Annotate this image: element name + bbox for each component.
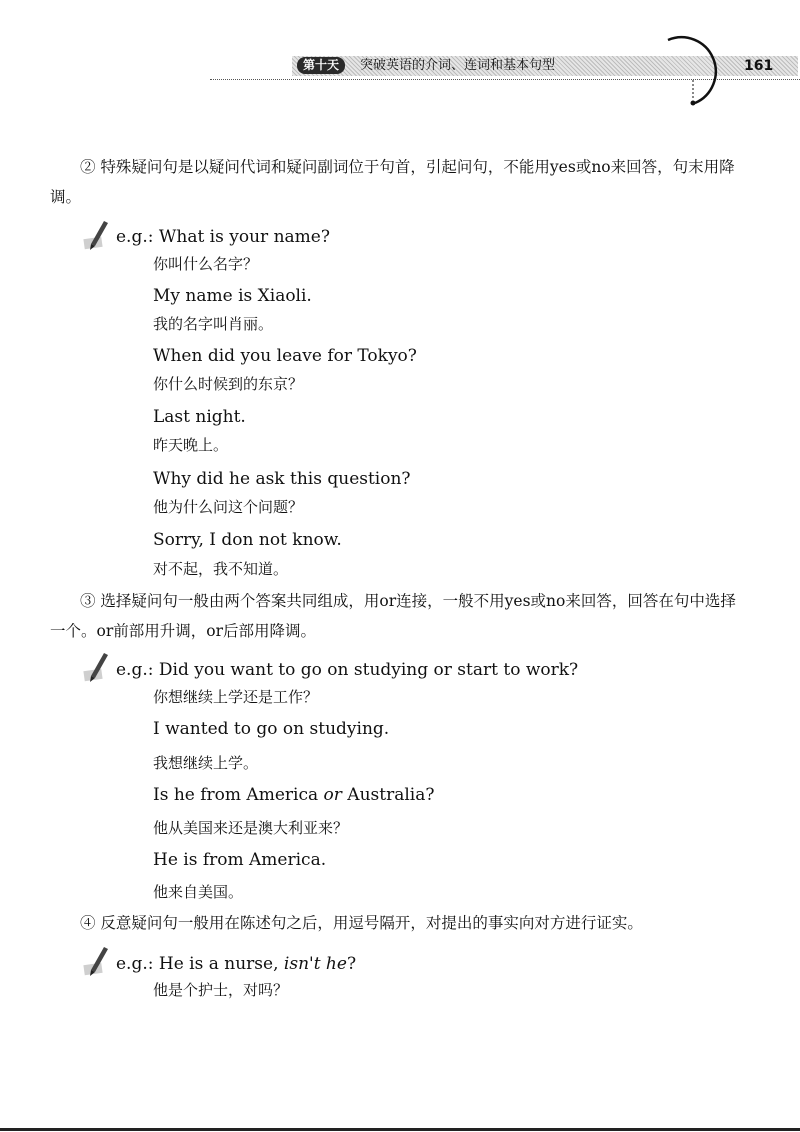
paragraph-special-questions: ② 特殊疑问句是以疑问代词和疑问副词位于句首，引起问句，不能用yes或no来回答，句末用降调。: [50, 158, 735, 206]
example-en-9: [153, 783, 434, 807]
page-bottom-edge: [0, 1128, 800, 1131]
example-zh-6: 对不起，我不知道。: [153, 560, 289, 578]
pencil-icon: [80, 650, 114, 684]
example-en-text: Australia?: [341, 785, 435, 805]
page-number: 161: [744, 58, 774, 74]
example-en-10: He is from America.: [153, 850, 327, 870]
example-zh-8: 我想继续上学。: [153, 754, 259, 772]
example-en-text: What is your name?: [158, 227, 330, 247]
example-en-6: Sorry, I don not know.: [153, 530, 342, 550]
example-en-7: [116, 658, 578, 682]
example-en-italic: isn't he: [283, 954, 347, 974]
eg-label: e.g.:: [116, 954, 154, 974]
day-badge: 第十天: [297, 57, 345, 74]
example-en-8: I wanted to go on studying.: [153, 719, 390, 739]
pencil-icon: [80, 944, 114, 978]
example-en-3: When did you leave for Tokyo?: [153, 346, 417, 366]
example-en-11: [116, 952, 356, 976]
example-zh-9: 他从美国来还是澳大利亚来？: [153, 819, 349, 837]
example-zh-1: 你叫什么名字？: [153, 255, 259, 273]
example-zh-3: 你什么时候到的东京？: [153, 375, 304, 393]
example-en-1: [116, 225, 330, 249]
page-header: [0, 0, 800, 110]
eg-label: e.g.:: [116, 660, 154, 680]
eg-label: e.g.:: [116, 227, 154, 247]
example-en-2: My name is Xiaoli.: [153, 286, 312, 306]
example-en-text: Did you want to go on studying or start to work?: [158, 660, 579, 680]
chapter-title: 突破英语的介词、连词和基本句型: [360, 58, 556, 73]
example-zh-10: 他来自美国。: [153, 883, 244, 901]
example-zh-2: 我的名字叫肖丽。: [153, 315, 274, 333]
example-en-4: Last night.: [153, 407, 246, 427]
example-en-text: Is he from America: [153, 785, 324, 805]
paragraph-alternative-questions: ③ 选择疑问句一般由两个答案共同组成，用or连接，一般不用yes或no来回答，回答在句中选择一个。or前部用升调，or后部用降调。: [50, 592, 736, 640]
example-en-5: Why did he ask this question?: [153, 469, 411, 489]
example-en-text: He is a nurse,: [158, 954, 284, 974]
paragraph-tag-questions: ④ 反意疑问句一般用在陈述句之后，用逗号隔开，对提出的事实向对方进行证实。: [80, 914, 643, 932]
example-en-text: ?: [346, 954, 357, 974]
example-zh-11: 他是个护士，对吗？: [153, 981, 289, 999]
header-arc-decoration: [0, 0, 800, 110]
pencil-icon: [80, 218, 114, 252]
example-zh-5: 他为什么问这个问题？: [153, 498, 304, 516]
example-zh-7: 你想继续上学还是工作？: [153, 688, 319, 706]
example-en-italic: or: [323, 785, 342, 805]
example-zh-4: 昨天晚上。: [153, 436, 229, 454]
